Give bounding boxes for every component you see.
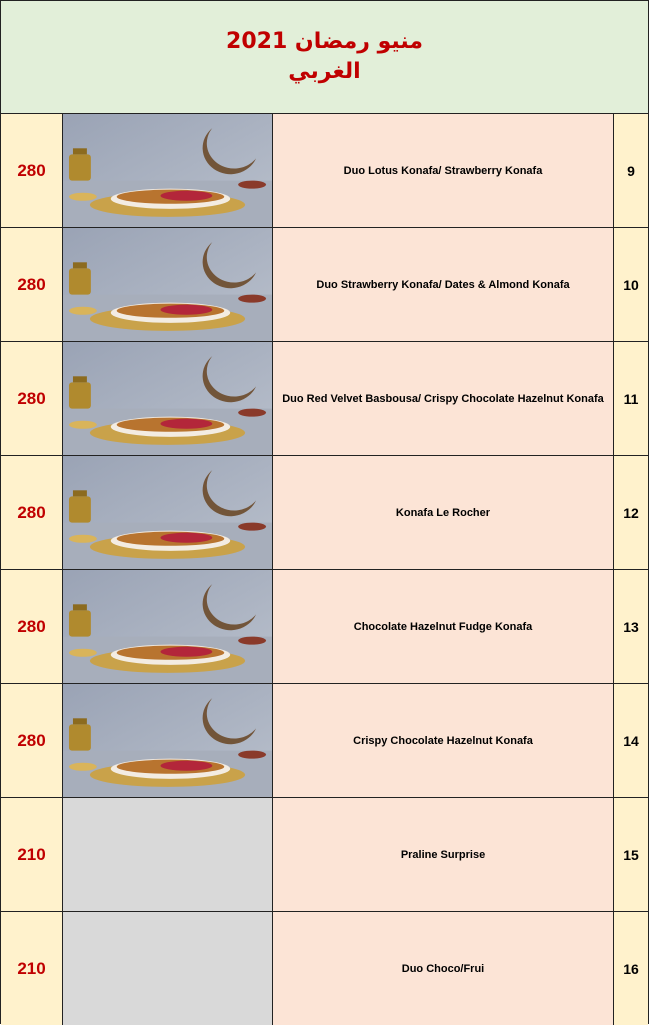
item-name: Konafa Le Rocher: [273, 456, 614, 569]
item-number: 9: [614, 114, 648, 227]
menu-row: [1, 456, 648, 570]
menu-table: [1, 114, 648, 1025]
item-photo: [63, 684, 273, 797]
item-number: 11: [614, 342, 648, 455]
item-photo: [63, 570, 273, 683]
item-photo: [63, 456, 273, 569]
item-name: Duo Lotus Konafa/ Strawberry Konafa: [273, 114, 614, 227]
menu-row: [1, 342, 648, 456]
item-name: Chocolate Hazelnut Fudge Konafa: [273, 570, 614, 683]
item-price: 280: [1, 114, 63, 227]
item-number: 14: [614, 684, 648, 797]
item-name: Crispy Chocolate Hazelnut Konafa: [273, 684, 614, 797]
item-price: 280: [1, 342, 63, 455]
item-photo: [63, 114, 273, 227]
item-name: Duo Choco/Frui: [273, 912, 614, 1025]
item-price: 280: [1, 228, 63, 341]
branch-name: الغربي: [288, 59, 361, 84]
item-number: 15: [614, 798, 648, 911]
menu-row: [1, 798, 648, 912]
menu-row: [1, 912, 648, 1025]
menu-title: منيو رمضان 2021: [226, 29, 423, 54]
item-price: 280: [1, 456, 63, 569]
item-price: 210: [1, 912, 63, 1025]
item-number: 16: [614, 912, 648, 1025]
item-number: 12: [614, 456, 648, 569]
menu-row: [1, 114, 648, 228]
item-name: Duo Strawberry Konafa/ Dates & Almond Konafa: [273, 228, 614, 341]
item-name: Praline Surprise: [273, 798, 614, 911]
menu-row: [1, 228, 648, 342]
item-price: 280: [1, 684, 63, 797]
item-price: 210: [1, 798, 63, 911]
item-photo-empty: [63, 798, 273, 911]
item-number: 10: [614, 228, 648, 341]
item-photo: [63, 342, 273, 455]
item-name: Duo Red Velvet Basbousa/ Crispy Chocolate Hazelnut Konafa: [273, 342, 614, 455]
menu-row: [1, 570, 648, 684]
item-price: 280: [1, 570, 63, 683]
menu-row: [1, 684, 648, 798]
item-photo: [63, 228, 273, 341]
item-number: 13: [614, 570, 648, 683]
menu-header: [1, 1, 648, 114]
item-photo-empty: [63, 912, 273, 1025]
